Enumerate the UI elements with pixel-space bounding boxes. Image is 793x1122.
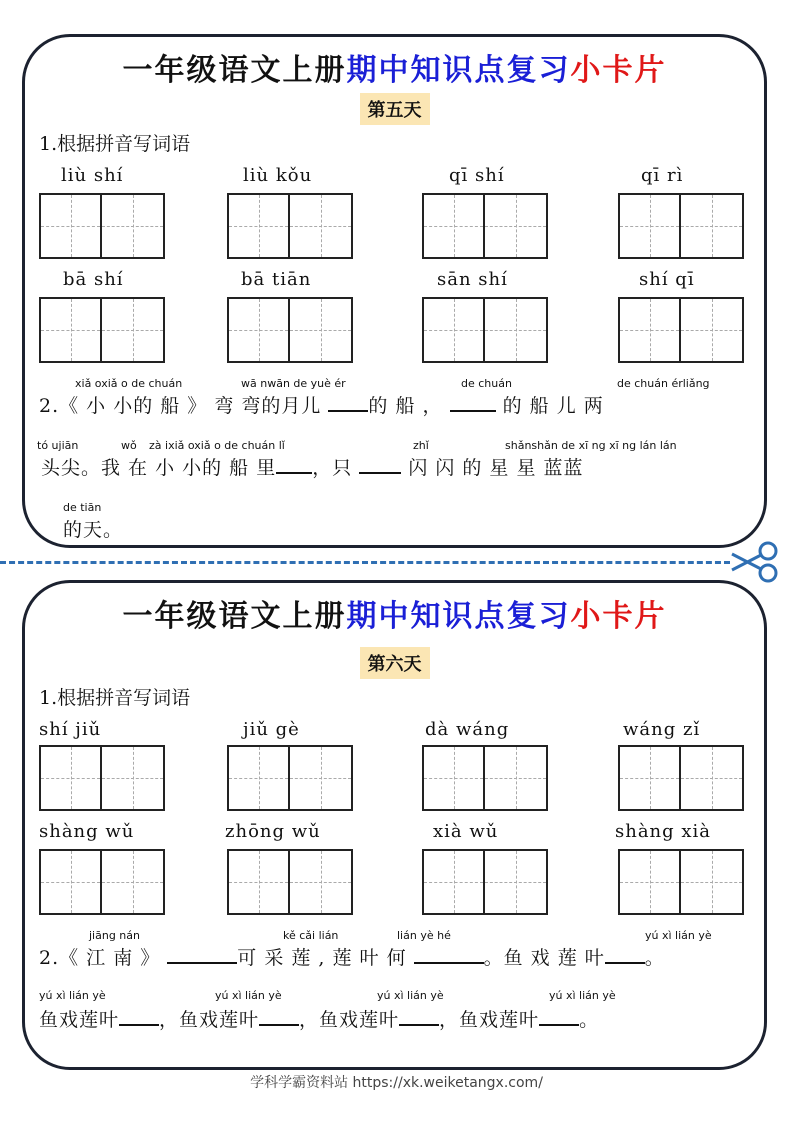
scissors-icon bbox=[728, 540, 780, 584]
pinyin-hint: kě cǎi lián bbox=[283, 929, 339, 942]
writing-grid[interactable] bbox=[39, 849, 165, 915]
writing-grid[interactable] bbox=[39, 745, 165, 811]
grid-cell[interactable] bbox=[681, 745, 744, 811]
footer-watermark: 学科学霸资料站 https://xk.weiketangx.com/ bbox=[250, 1075, 543, 1091]
answer-blank[interactable] bbox=[399, 1006, 439, 1026]
writing-grid[interactable] bbox=[227, 193, 353, 259]
grid-cell[interactable] bbox=[102, 849, 165, 915]
writing-grid[interactable] bbox=[618, 745, 744, 811]
grid-cell[interactable] bbox=[485, 849, 548, 915]
writing-grid[interactable] bbox=[422, 193, 548, 259]
grid-cell[interactable] bbox=[227, 745, 290, 811]
pinyin-label: shí qī bbox=[639, 269, 695, 290]
grid-cell[interactable] bbox=[618, 849, 681, 915]
review-card-day5 bbox=[22, 34, 767, 548]
writing-grid[interactable] bbox=[618, 849, 744, 915]
pinyin-label: qī rì bbox=[641, 165, 684, 186]
grid-cell[interactable] bbox=[39, 745, 102, 811]
pinyin-label: jiǔ gè bbox=[243, 719, 300, 740]
grid-cell[interactable] bbox=[39, 297, 102, 363]
grid-cell[interactable] bbox=[290, 745, 353, 811]
answer-blank[interactable] bbox=[167, 944, 237, 964]
fill-sentence-line: 的天。 bbox=[63, 519, 124, 541]
writing-grid[interactable] bbox=[39, 193, 165, 259]
pinyin-label: zhōng wǔ bbox=[225, 821, 321, 842]
answer-blank[interactable] bbox=[359, 454, 401, 474]
pinyin-hint: zà ixiǎ oxiǎ o de chuán lǐ bbox=[149, 439, 285, 452]
grid-cell[interactable] bbox=[681, 193, 744, 259]
pinyin-label: xià wǔ bbox=[433, 821, 499, 842]
grid-cell[interactable] bbox=[290, 193, 353, 259]
grid-cell[interactable] bbox=[290, 849, 353, 915]
section-heading: 1.根据拼音写词语 bbox=[39, 133, 191, 155]
grid-cell[interactable] bbox=[39, 193, 102, 259]
grid-cell[interactable] bbox=[422, 745, 485, 811]
grid-cell[interactable] bbox=[227, 849, 290, 915]
answer-blank[interactable] bbox=[119, 1006, 159, 1026]
writing-grid[interactable] bbox=[422, 297, 548, 363]
pinyin-label: liù shí bbox=[61, 165, 124, 186]
pinyin-hint: de tiān bbox=[63, 501, 102, 514]
pinyin-label: dà wáng bbox=[425, 719, 510, 740]
writing-grid[interactable] bbox=[422, 849, 548, 915]
pinyin-label: shàng wǔ bbox=[39, 821, 135, 842]
writing-grid[interactable] bbox=[227, 745, 353, 811]
section-heading: 1.根据拼音写词语 bbox=[39, 687, 191, 709]
pinyin-label: wáng zǐ bbox=[623, 719, 701, 740]
pinyin-hint: wǒ bbox=[121, 439, 137, 452]
pinyin-label: shí jiǔ bbox=[39, 719, 102, 740]
pinyin-hint: de chuán érliǎng bbox=[617, 377, 710, 390]
pinyin-hint: yú xì lián yè bbox=[549, 989, 616, 1002]
pinyin-label: bā shí bbox=[63, 269, 124, 290]
writing-grid[interactable] bbox=[618, 297, 744, 363]
writing-grid[interactable] bbox=[39, 297, 165, 363]
fill-sentence-line: 头尖。我 在 小 小的 船 里 ，只 闪 闪 的 星 星 蓝蓝 bbox=[41, 453, 584, 480]
pinyin-hint: shǎnshǎn de xī ng xī ng lán lán bbox=[505, 439, 677, 452]
grid-cell[interactable] bbox=[290, 297, 353, 363]
grid-cell[interactable] bbox=[422, 849, 485, 915]
answer-blank[interactable] bbox=[276, 454, 312, 474]
pinyin-label: liù kǒu bbox=[243, 165, 313, 186]
answer-blank[interactable] bbox=[328, 392, 368, 412]
writing-grid[interactable] bbox=[422, 745, 548, 811]
day-label: 第六天 bbox=[360, 647, 430, 679]
fill-sentence-line: 鱼戏莲叶 ，鱼戏莲叶 ，鱼戏莲叶 ，鱼戏莲叶 。 bbox=[39, 1005, 599, 1032]
card-title: 一年级语文上册期中知识点复习小卡片 bbox=[122, 599, 667, 634]
grid-cell[interactable] bbox=[102, 193, 165, 259]
grid-cell[interactable] bbox=[227, 193, 290, 259]
pinyin-hint: yú xì lián yè bbox=[39, 989, 106, 1002]
answer-blank[interactable] bbox=[414, 944, 484, 964]
grid-cell[interactable] bbox=[618, 745, 681, 811]
grid-cell[interactable] bbox=[485, 297, 548, 363]
day-label: 第五天 bbox=[360, 93, 430, 125]
writing-grid[interactable] bbox=[618, 193, 744, 259]
review-card-day6 bbox=[22, 580, 767, 1070]
pinyin-label: sān shí bbox=[437, 269, 508, 290]
grid-cell[interactable] bbox=[102, 297, 165, 363]
grid-cell[interactable] bbox=[681, 297, 744, 363]
pinyin-hint: jiāng nán bbox=[89, 929, 140, 942]
grid-cell[interactable] bbox=[618, 297, 681, 363]
pinyin-hint: xiǎ oxiǎ o de chuán bbox=[75, 377, 183, 390]
grid-cell[interactable] bbox=[102, 745, 165, 811]
grid-cell[interactable] bbox=[422, 193, 485, 259]
fill-sentence-line: 2.《 小 小的 船 》 弯 弯的月儿 的 船 ， 的 船 儿 两 bbox=[39, 391, 604, 418]
writing-grid[interactable] bbox=[227, 849, 353, 915]
answer-blank[interactable] bbox=[450, 392, 496, 412]
grid-cell[interactable] bbox=[227, 297, 290, 363]
pinyin-hint: wā nwān de yuè ér bbox=[241, 377, 346, 390]
pinyin-hint: zhǐ bbox=[413, 439, 429, 452]
pinyin-label: qī shí bbox=[449, 165, 505, 186]
pinyin-hint: yú xì lián yè bbox=[645, 929, 712, 942]
pinyin-label: shàng xià bbox=[615, 821, 712, 842]
pinyin-hint: de chuán bbox=[461, 377, 512, 390]
grid-cell[interactable] bbox=[485, 745, 548, 811]
answer-blank[interactable] bbox=[259, 1006, 299, 1026]
cut-line bbox=[0, 561, 730, 564]
grid-cell[interactable] bbox=[422, 297, 485, 363]
pinyin-label: bā tiān bbox=[241, 269, 312, 290]
answer-blank[interactable] bbox=[605, 944, 645, 964]
card-title: 一年级语文上册期中知识点复习小卡片 bbox=[122, 53, 667, 88]
pinyin-hint: tó ujiān bbox=[37, 439, 79, 452]
grid-cell[interactable] bbox=[681, 849, 744, 915]
grid-cell[interactable] bbox=[618, 193, 681, 259]
answer-blank[interactable] bbox=[539, 1006, 579, 1026]
pinyin-hint: lián yè hé bbox=[397, 929, 451, 942]
grid-cell[interactable] bbox=[39, 849, 102, 915]
grid-cell[interactable] bbox=[485, 193, 548, 259]
fill-sentence-line: 2.《 江 南 》 可 采 莲 , 莲 叶 何 。鱼 戏 莲 叶 。 bbox=[39, 943, 665, 970]
pinyin-hint: yú xì lián yè bbox=[377, 989, 444, 1002]
pinyin-hint: yú xì lián yè bbox=[215, 989, 282, 1002]
writing-grid[interactable] bbox=[227, 297, 353, 363]
